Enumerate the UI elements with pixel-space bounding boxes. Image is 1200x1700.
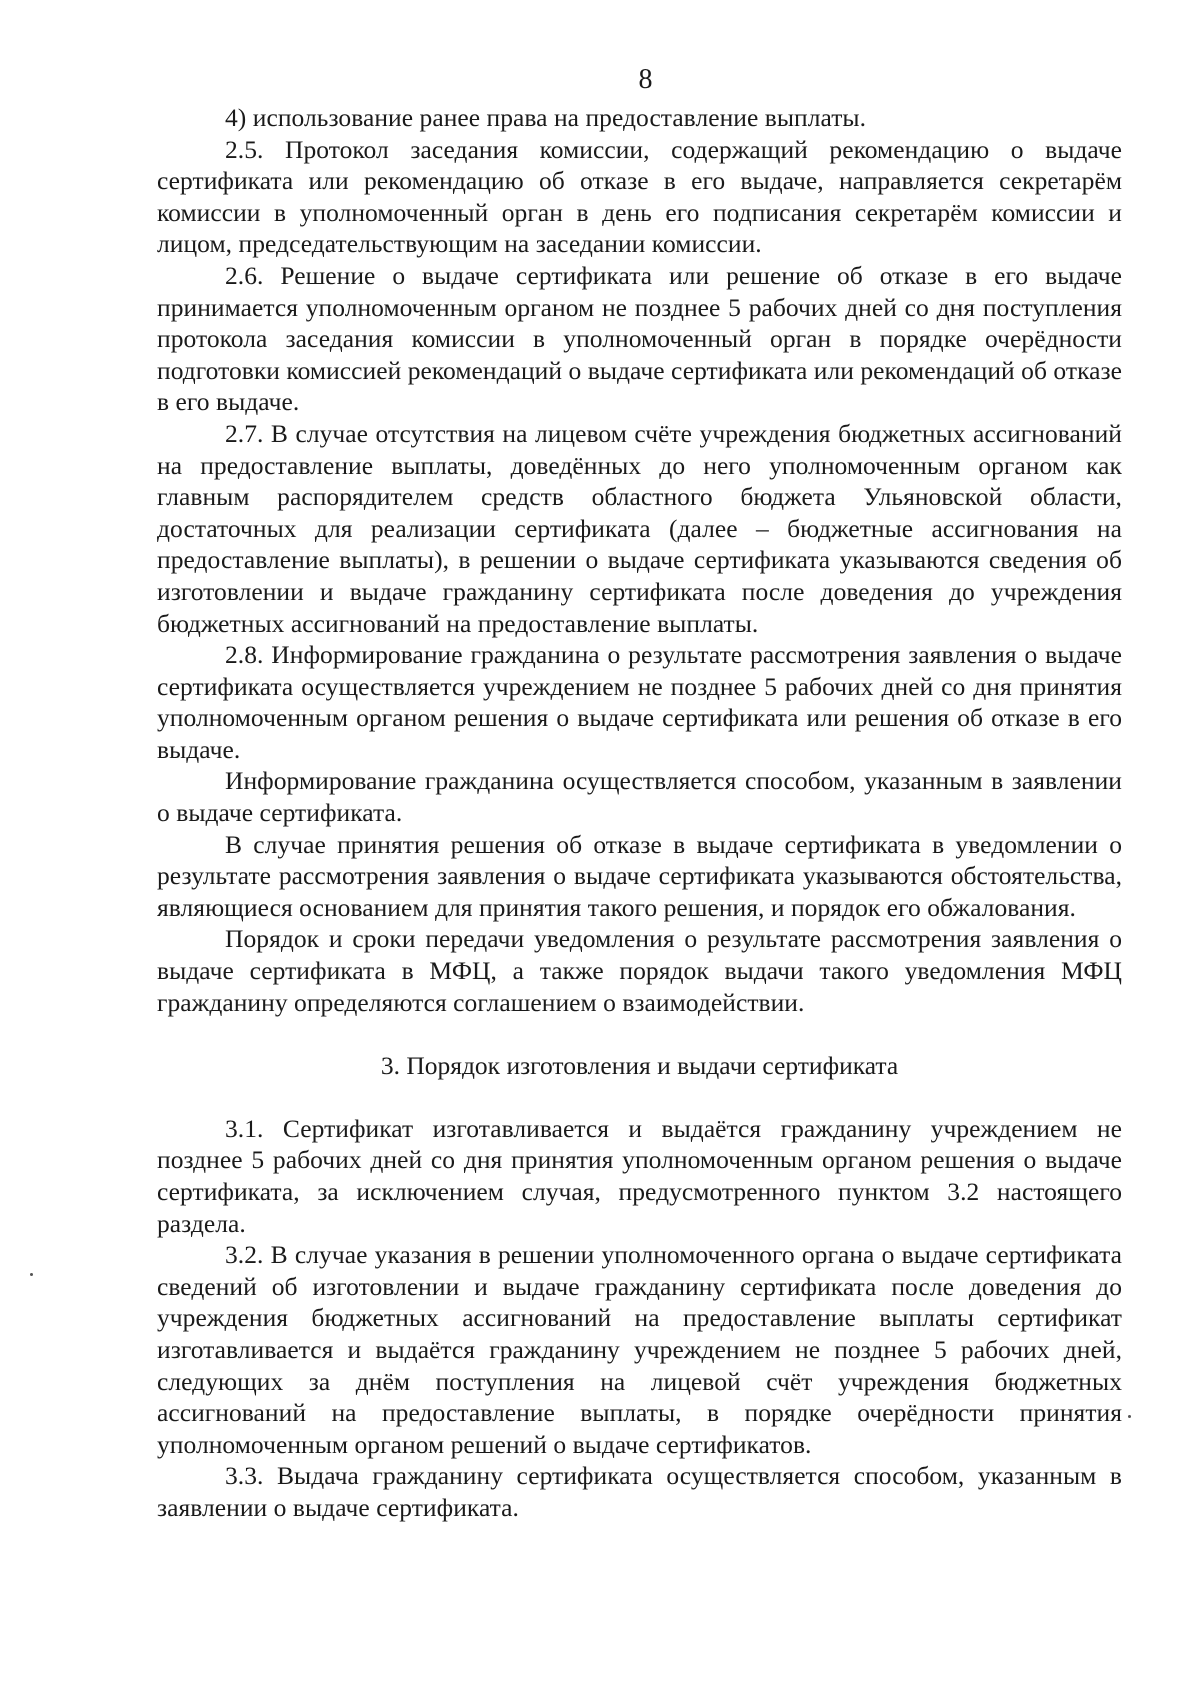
paragraph-3-3: 3.3. Выдача гражданину сертификата осуществляется способом, указанным в заявлении о выдаче сертификата. [157,1461,1122,1522]
paragraph-informing: Информирование гражданина осуществляется способом, указанным в заявлении о выдаче сертификата. [157,766,1122,828]
section-heading: 3. Порядок изготовления и выдачи сертификата [380,1051,899,1081]
paragraph-3-2: 3.2. В случае указания в решении уполномоченного органа о выдаче сертификата сведений об изготовлении и выдаче гражданину сертификата после доведения до учреждения бюджетных ассигнований на предоставление выплаты сертификат изготавливается и выдаётся гражданину учреждением не позднее 5 рабочих дней, следующих за днём поступления на лицевой счёт учреждения бюджетных ассигнований на предоставление выплаты, в порядке очерёдности принятия уполномоченным органом решений о выдаче сертификатов. [157,1240,1122,1459]
paragraph-refusal-case: В случае принятия решения об отказе в выдаче сертификата в уведомлении о результате рассмотрения заявления о выдаче сертификата указываются обстоятельства, являющиеся основанием для принятия такого решения, и порядок его обжалования. [157,829,1122,922]
paragraph-3-1: 3.1. Сертификат изготавливается и выдаётся гражданину учреждением не позднее 5 рабочих дней со дня принятия уполномоченным органом решения о выдаче сертификата, за исключением случая, предусмотренного пунктом 3.2 настоящего раздела. [157,1113,1122,1238]
paragraph-item-4: 4) использование ранее права на предоставление выплаты. [225,103,867,132]
page-number: 8 [638,64,653,95]
paragraph-2-8: 2.8. Информирование гражданина о результате рассмотрения заявления о выдаче сертификата осуществляется учреждением не позднее 5 рабочих дней со дня принятия уполномоченным органом решения о выдаче сертификата или решения об отказе в его выдаче. [157,640,1122,764]
scan-speck [30,1273,33,1276]
paragraph-2-5: 2.5. Протокол заседания комиссии, содержащий рекомендацию о выдаче сертификата или рекомендацию об отказе в его выдаче, направляется секретарём комиссии в уполномоченный орган в день его подписания секретарём комиссии и лицом, председательствующим на заседании комиссии. [157,134,1122,259]
scan-speck [1128,1415,1131,1418]
paragraph-2-7: 2.7. В случае отсутствия на лицевом счёте учреждения бюджетных ассигнований на предоставление выплаты, доведённых до него уполномоченным органом как главным распорядителем средств областного бюджета Ульяновской области, достаточных для реализации сертификата (далее – бюджетные ассигнования на предоставление выплаты), в решении о выдаче сертификата указываются сведения об изготовлении и выдаче гражданину сертификата после доведения до учреждения бюджетных ассигнований на предоставление выплаты. [157,418,1122,638]
paragraph-2-6: 2.6. Решение о выдаче сертификата или решение об отказе в его выдаче принимается уполномоченным органом не позднее 5 рабочих дней со дня поступления протокола заседания комиссии в уполномоченный орган в порядке очерёдности подготовки комиссией рекомендаций о выдаче сертификата или рекомендаций об отказе в его выдаче. [157,260,1122,417]
paragraph-mfc-procedure: Порядок и сроки передачи уведомления о результате рассмотрения заявления о выдаче сертификата в МФЦ, а также порядок выдачи такого уведомления МФЦ гражданину определяются соглашением о взаимодействии. [157,924,1122,1017]
